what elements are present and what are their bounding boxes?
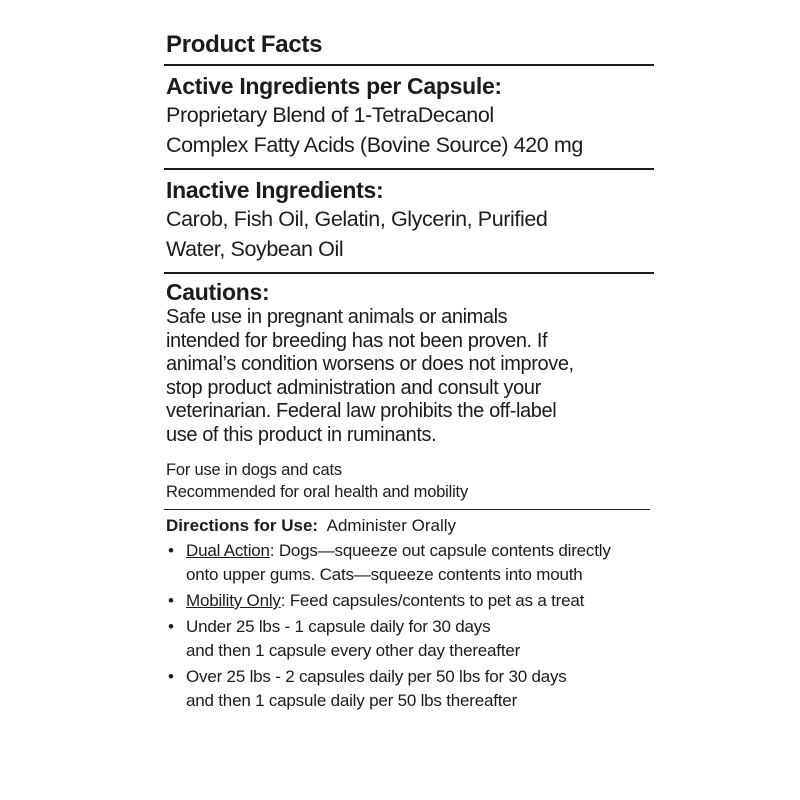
direction-text: and then 1 capsule daily per 50 lbs thereafter [186, 691, 518, 710]
cautions-section [166, 278, 654, 447]
direction-label: Dual Action [186, 541, 270, 560]
usage-recommendation: Recommended for oral health and mobility [166, 483, 468, 501]
list-item [166, 539, 654, 587]
cautions-line: Safe use in pregnant animals or animals [166, 306, 508, 328]
directions-section [166, 513, 654, 713]
directions-header [166, 513, 654, 539]
directions-list [166, 539, 654, 713]
direction-text: and then 1 capsule every other day thereafter [186, 641, 521, 660]
inactive-ingredients-line: Carob, Fish Oil, Gelatin, Glycerin, Purified [166, 207, 548, 231]
bullet-icon: • [168, 541, 174, 560]
directions-subheading: Administer Orally [326, 516, 457, 535]
active-ingredients-section [166, 72, 654, 160]
direction-text: : Dogs—squeeze out capsule contents directly [269, 541, 611, 560]
list-item [166, 589, 654, 613]
direction-text: onto upper gums. Cats—squeeze contents into mouth [186, 565, 583, 584]
active-ingredients-line: Complex Fatty Acids (Bovine Source) 420 mg [166, 133, 583, 157]
divider [164, 272, 654, 274]
direction-text: : Feed capsules/contents to pet as a treat [280, 591, 585, 610]
direction-text: Over 25 lbs - 2 capsules daily per 50 lbs for 30 days [186, 667, 567, 686]
active-ingredients-line: Proprietary Blend of 1-TetraDecanol [166, 103, 494, 127]
inactive-ingredients-heading: Inactive Ingredients: [166, 177, 384, 203]
bullet-icon: • [168, 617, 174, 636]
cautions-line: veterinarian. Federal law prohibits the off-label [166, 400, 557, 422]
list-item [166, 615, 654, 663]
inactive-ingredients-line: Water, Soybean Oil [166, 237, 344, 261]
direction-label: Mobility Only [186, 591, 281, 610]
cautions-line: use of this product in ruminants. [166, 423, 437, 446]
inactive-ingredients-section [166, 176, 654, 264]
directions-heading: Directions for Use: [166, 516, 319, 535]
usage-species: For use in dogs and cats [166, 461, 342, 479]
cautions-line: intended for breeding has not been proven. If [166, 329, 548, 352]
bullet-icon: • [168, 667, 174, 686]
bullet-icon: • [168, 591, 174, 610]
product-facts-label [164, 30, 654, 713]
cautions-line: stop product administration and consult your [166, 376, 541, 399]
divider [164, 64, 654, 66]
divider [164, 509, 650, 510]
list-item [166, 665, 654, 713]
usage-section [166, 459, 654, 503]
active-ingredients-heading: Active Ingredients per Capsule: [166, 73, 502, 99]
page-title: Product Facts [166, 31, 323, 58]
direction-text: Under 25 lbs - 1 capsule daily for 30 days [186, 617, 491, 636]
divider [164, 168, 654, 170]
cautions-line: animal’s condition worsens or does not improve, [166, 353, 574, 375]
cautions-heading: Cautions: [166, 279, 270, 305]
